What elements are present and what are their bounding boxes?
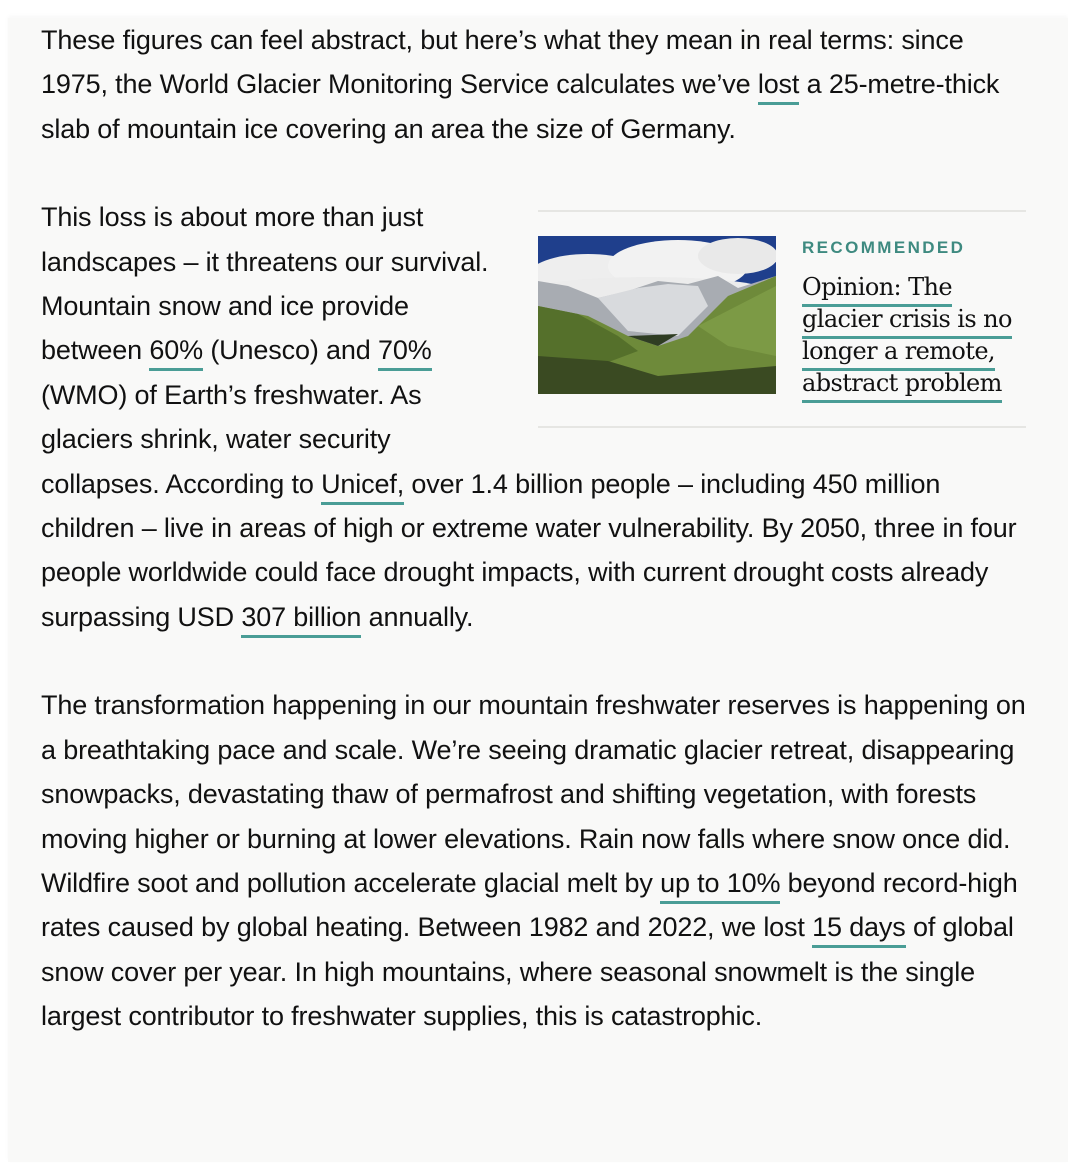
recommended-text xyxy=(802,236,1026,399)
paragraph-text: The transformation happening in our mountain freshwater reserves is happening on a breathtaking pace and scale. We’re seeing dramatic glacier retreat, disappearing snowpacks, devastating thaw of permafrost and shifting vegetation, with forests moving higher or burning at lower elevations. Rain now falls where snow once did. Wildfire soot and pollution accelerate glacial melt by xyxy=(41,690,1026,898)
link-70-percent[interactable]: 70% xyxy=(378,335,432,371)
link-307-billion[interactable]: 307 billion xyxy=(241,602,361,638)
recommended-label: RECOMMENDED xyxy=(802,238,966,258)
recommended-title-link[interactable]: Opinion: The glacier crisis is no longer a remote, abstract problem xyxy=(802,273,1012,403)
link-up-to-10-percent[interactable]: up to 10% xyxy=(660,868,780,904)
recommended-card[interactable] xyxy=(538,210,1026,428)
recommended-thumbnail[interactable] xyxy=(538,236,776,394)
paragraph-text: (WMO) of Earth’s freshwater. As glaciers shrink, water security collapses. According to xyxy=(41,379,422,499)
paragraph-text: a 25-metre-thick slab of mountain ice covering an area the size of Germany. xyxy=(41,69,1000,144)
paragraph-text: of global snow cover per year. In high mountains, where seasonal snowmelt is the single largest contributor to freshwater supplies, this is catastrophic. xyxy=(41,912,1014,1032)
paragraph-3 xyxy=(41,683,1026,1038)
article-body xyxy=(41,18,1026,1083)
paragraph-text: beyond record-high rates caused by global heating. Between 1982 and 2022, we lost xyxy=(41,867,1018,943)
paragraph-text: annually. xyxy=(361,601,474,632)
recommended-title[interactable] xyxy=(802,271,1026,399)
link-60-percent[interactable]: 60% xyxy=(149,335,203,371)
mountain-photo-icon xyxy=(538,236,776,394)
link-unicef[interactable]: Unicef, xyxy=(321,469,404,505)
paragraph-text: These figures can feel abstract, but here’s what they mean in real terms: since 1975, the World Glacier Monitoring Service calculates we’ve xyxy=(41,25,964,100)
paragraph-1 xyxy=(41,18,1026,151)
article-page xyxy=(8,18,1068,1162)
paragraph-text: over 1.4 billion people – including 450 million children – live in areas of high or extreme water vulnerability. By 2050, three in four people worldwide could face drought impacts, with current drought costs already surpassing USD xyxy=(41,468,1017,632)
link-lost[interactable]: lost xyxy=(758,69,799,105)
link-15-days[interactable]: 15 days xyxy=(812,912,906,948)
paragraph-text: (Unesco) and xyxy=(202,335,378,366)
paragraph-text: This loss is about more than just landscapes – it threatens our survival. Mountain snow and ice provide between xyxy=(41,202,489,366)
